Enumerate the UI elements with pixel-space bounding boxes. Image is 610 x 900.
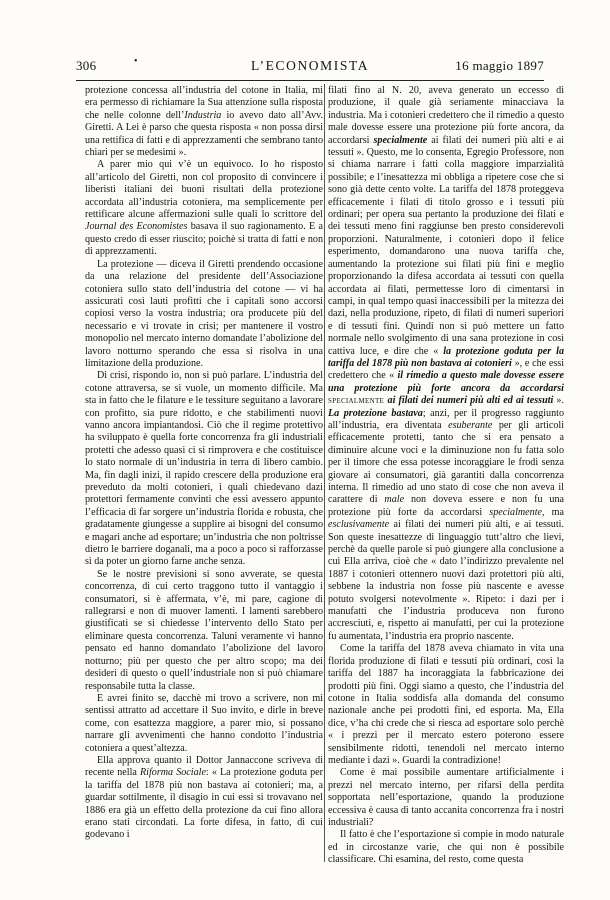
- paragraph: A parer mio qui v’è un equivoco. Io ho risposto all’articolo del Giretti, non col proposito di convincere i liberisti italiani dei buoni risultati della protezione accordata all’industria cotoniera, ma semplicemente per rettificare alcune affermazioni sulle quali lo scrittore del Journal des Economistes basava il suo ragionamento. E a questo credo di esser riuscito; poichè si tratta di fatti e non di apprezzamenti.: [85, 159, 323, 258]
- paragraph: Di crisi, rispondo io, non si può parlare. L’industria del cotone attraversa, se si vuole, un momento difficile. Ma sta in fatto che le filature e le tessiture seguitano a lavorare con profitto, sia pure ridotto, e che stabilimenti nuovi vanno ancora impiantandosi. Ciò che il regime protettivo ha sviluppato è quella forte concorrenza fra gli industriali protetti che adesso quasi ci si rimprovera e che costituisce lo stato normale di un’industria in terra di libero cambio. Ma, fin dagli inizi, il rapido crescere della produzione era preveduto da molti cotonieri, i quali chiedevano dazi protettori fermamente convinti che essi avessero appunto l’efficacia di far sorgere un’industria florida e robusta, che gradatamente giungesse a supplire ai bisogni del consumo e magari anche ad esportare; un’industria che non poltrisse dietro le barriere doganali, ma a poco a poco si rafforzasse sì da poter un giorno farne anche senza.: [85, 370, 323, 568]
- paragraph: Se le nostre previsioni si sono avverate, se questa concorrenza, di cui certo traggono tutto il vantaggio i consumatori, si è affermata, v’è, mi pare, cagione di rallegrarsi e non di muover lamenti. I lamenti sarebbero giustificati se si chiedesse l’intervento dello Stato per eliminare questa concorrenza. Taluni veramente vi hanno pensato ed hanno domandato l’abolizione del lavoro notturno; più per questo che per altro scopo; ma dei desideri di questo o quell’industriale non si può chiamare responsabile tutta la classe.: [85, 568, 323, 692]
- page-header: [76, 56, 544, 78]
- paragraph: Il fatto è che l’esportazione si compie in modo naturale ed in circostanze varie, che qui non è possibile classificare. Chi esamina, del resto, come questa: [328, 829, 564, 866]
- column-divider: [324, 84, 325, 862]
- paragraph: Ella approva quanto il Dottor Jannaccone scriveva di recente nella Riforma Sociale: « La protezione goduta per la tariffa del 1878 più non bastava ai cotonieri; ma, a guardar sottilmente, il disagio in cui essi si trovavano nel 1886 era già un effetto della protezione da cui fino allora erano stati circondati. La forte difesa, in fatto, di cui godevano i: [85, 754, 323, 841]
- header-rule: [76, 80, 544, 81]
- printer-mark: •: [134, 56, 138, 67]
- journal-title: L’ECONOMISTA: [250, 58, 370, 73]
- paragraph: Come la tariffa del 1878 aveva chiamato in vita una florida produzione di filati e tessuti più ordinari, così la tariffa del 1887 ha incoraggiata la fabbricazione dei prodotti più fini. Oggi siamo a questo, che l’industria del cotone in Italia soddisfa alla domanda del consumo nazionale anche pei prodotti fini, ed esporta. Ma, Ella dice, v’ha chi crede che si riesca ad esportare solo perchè « i prezzi per il mercato estero poterono essere sensibilmente ridotti, tenendoli nel mercato interno mediante i dazi ». Guardi la contradizione!: [328, 643, 564, 766]
- paragraph: filati fino al N. 20, aveva generato un eccesso di produzione, il quale già seriamente minacciava la industria. Ma i cotonieri credettero che il rimedio a questo male dovesse essere una protezione più forte ancora, da accordarsi specialmente ai filati dei numeri più alti e ai tessuti ». Questo, me lo consenta, Egregio Professore, non si chiama narrare i fatti colla maggiore imparzialità possibile; e l’inesattezza mi obbliga a ripetere cose che si sono già dette cento volte. La tariffa del 1878 proteggeva efficacemente i filati di titolo grosso e i tessuti più ordinari; per opera sua pertanto la produzione dei filati e dei tessuti meno fini raggiunse ben presto considerevoli proporzioni. Naturalmente, i cotonieri dopo il felice esperimento, domandarono una nuova tariffa che, aumentando la protezione sui filati più fini e meglio proporzionando la difesa accordata ai tessuti con quella accordata ai filati, permettesse loro di cimentarsi in campi, in qual tempo quasi inaccessibili per la mitezza dei dazi, nella produzione, ripeto, di filati di numeri superiori e di tessuti fini. Quindi non si può mettere un fatto normale nello svolgimento di una sana protezione in così cattiva luce, e dire che « la protezione goduta per la tariffa del 1878 più non bastava ai cotonieri », e che essi credettero che « il rimedio a questo male dovesse essere una protezione più forte ancora da accordarsi specialmente ai filati dei numeri più alti ed ai tessuti ». La protezione bastava; anzi, per il progresso raggiunto all’industria, era diventata esuberante per gli articoli efficacemente protetti, tanto che si era pensato a diminuire alcune voci e la diminuzione non fu fatta solo per il timore che essa potesse incoraggiare le frodi senza giovare ai consumatori, già garantiti dalla concorrenza interna. Il rimedio ad uno stato di cose che non aveva il carattere di male non doveva essere e non fu una protezione più forte da accordarsi specialmente, ma esclusivamente ai filati dei numeri più alti, e ai tessuti. Son queste inesattezze di linguaggio tutt’altro che lievi, perchè da quelle parole si può giungere alla conclusione a cui Ella arriva, cioè che « dato l’indirizzo prevalente nel 1887 i cotonieri ottennero nuovi dazi protettori più alti, sebbene la industria non fosse più nascente e avesse potuto svolgersi notevolmente ». Ripeto: i dazi per i manufatti che l’industria produceva non furono accresciuti, e, rispetto ai manufatti, per cui la protezione fu aumentata, l’industria era proprio nascente.: [328, 85, 565, 642]
- issue-date: 16 maggio 1897: [455, 58, 544, 73]
- paragraph: La protezione — diceva il Giretti prendendo occasione da una relazione del presidente dell’Associazione cotoniera sullo stato dell’industria del cotone — vi ha assicurati così lauti profitti che i capitali sono accorsi copiosi verso la vostra industria; ora producete più del necessario e vi trovate in crisi; per mantenere il vostro monopolio nel mercato interno domandate l’abolizione del lavoro notturno sperando che essa si risolva in una limitazione della produzione.: [85, 258, 323, 369]
- paragraph: protezione concessa all’industria del cotone in Italia, mi era permesso di richiamare la Sua attenzione sulla risposta che nelle colonne dell’Industria io avevo dato all’Avv. Giretti. A Lei è parso che questa risposta « non possa dirsi una rettifica di fatti e di apprezzamenti che sembrano tanto chiari per se medesimi ».: [85, 85, 323, 159]
- left-column: [85, 85, 323, 842]
- right-column: [328, 85, 564, 867]
- paragraph: E avrei finito se, dacchè mi trovo a scrivere, non mi sentissi attratto ad accettare il Suo invito, e dirle in breve come, con esattezza maggiore, a parer mio, si possano narrare gli avvenimenti che hanno condotto l’industria cotoniera a quest’altezza.: [85, 692, 323, 754]
- page-number: 306: [76, 58, 97, 73]
- paragraph: Come è mai possibile aumentare artificialmente i prezzi nel mercato interno, per rifarsi della perdita sopportata nell’esportazione, quando la produzione eccessiva è causa di tanto accanita concorrenza fra i nostri industriali?: [328, 767, 564, 828]
